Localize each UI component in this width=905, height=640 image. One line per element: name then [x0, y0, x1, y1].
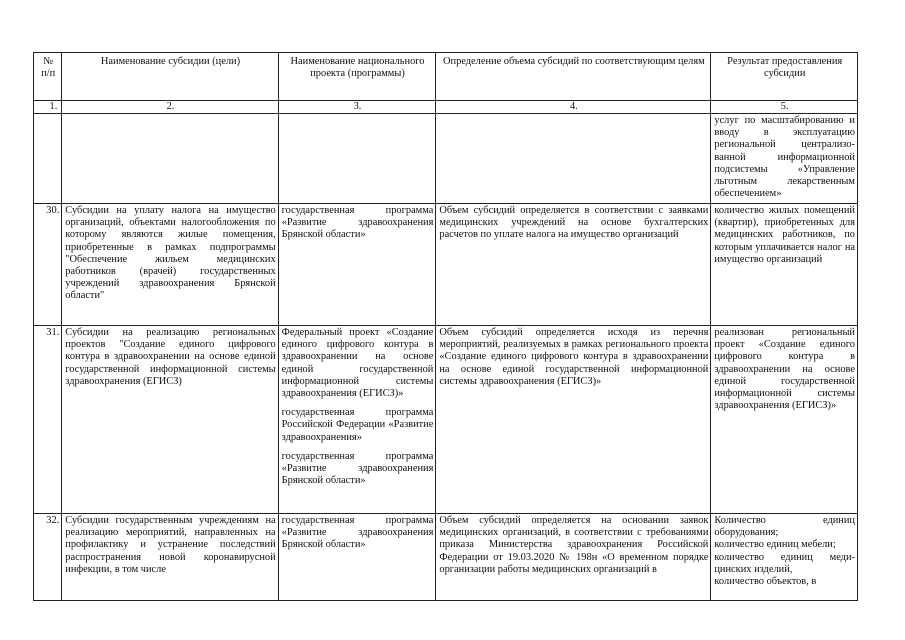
project-paragraph: государственная программа «Развитие здравоохранения Брянской области» — [281, 450, 434, 487]
cell-num: 31. — [34, 326, 62, 514]
result-line: количество единиц мебели; — [714, 539, 836, 551]
cell-definition: Объем субсидий определяется в соответствии с заявками медицинских учреждений на основе бухгалтерских расчетов по уплате налога на имущество организаций — [436, 204, 711, 326]
header-num: № п/п — [34, 53, 62, 101]
header-volume-definition: Определение объема субсидий по соответствующим целям — [436, 53, 711, 101]
subsidy-table — [33, 52, 858, 601]
cell-project: государственная программа «Развитие здравоохранения Брянской области» — [278, 514, 436, 601]
cell-subsidy: Субсидии на реализацию региональных проектов "Создание единого цифрового контура в здравоохранении на основе единой государственной информационной системы здравоохранения (ЕГИСЗ) — [62, 326, 278, 514]
col-number-1: 1. — [34, 101, 62, 114]
cell-num: 30. — [34, 204, 62, 326]
header-subsidy-name: Наименование субсидии (цели) — [62, 53, 278, 101]
result-line: количество единиц меди-цинских изделий, — [714, 551, 855, 575]
table-row-continuation — [34, 114, 858, 204]
cell-subsidy: Субсидии государственным учреждениям на реализацию мероприятий, направленных на профилактику и устранение последствий распространения новой коронавирусной инфекции, в том числе — [62, 514, 278, 601]
cell-project — [278, 326, 436, 514]
project-paragraph: Федеральный проект «Создание единого цифрового контура в здравоохранении на основе единой государственной информационной системы здравоохранения (ЕГИСЗ)» — [281, 327, 434, 400]
cell-definition — [436, 114, 711, 204]
table-row — [34, 204, 858, 326]
cell-result — [711, 514, 858, 601]
header-result: Результат предоставления субсидии — [711, 53, 858, 101]
cell-result: реализован региональный проект «Создание единого цифрового контура в здравоохранении на основе единой государственной информационной системы здравоохранения (ЕГИСЗ)» — [711, 326, 858, 514]
col-number-5: 5. — [711, 101, 858, 114]
cell-result: услуг по масштабированию и вводу в эксплуатацию региональной централизо-ванной информационной подсистемы «Управление льготным лекарственным обеспечением» — [711, 114, 858, 204]
cell-project: государственная программа «Развитие здравоохранения Брянской области» — [278, 204, 436, 326]
col-number-4: 4. — [436, 101, 711, 114]
header-project-name: Наименование национального проекта (программы) — [278, 53, 436, 101]
table-row — [34, 514, 858, 601]
cell-num: 32. — [34, 514, 62, 601]
result-line: Количество единиц оборудования; — [714, 515, 855, 539]
table-row — [34, 326, 858, 514]
project-paragraph: государственная программа Российской Федерации «Развитие здравоохранения» — [281, 407, 434, 443]
result-line: количество объектов, в — [714, 576, 817, 588]
cell-definition: Объем субсидий определяется на основании заявок медицинских организаций, в соответствии с требованиями приказа Министерства здравоохранения Российской Федерации от 19.03.2020 № 198н «О временном порядке организации работы медицинских организаций в — [436, 514, 711, 601]
cell-project — [278, 114, 436, 204]
cell-subsidy: Субсидии на уплату налога на имущество организаций, объектами налогообложения по которому являются жилые помещения, приобретенные в рамках подпрограммы "Обеспечение жильем медицинских работников (врачей) государственных учреждений здравоохранения Брянской области" — [62, 204, 278, 326]
cell-subsidy — [62, 114, 278, 204]
col-number-2: 2. — [62, 101, 278, 114]
table-header-row — [34, 53, 858, 101]
col-number-3: 3. — [278, 101, 436, 114]
column-number-row — [34, 101, 858, 114]
cell-definition: Объем субсидий определяется исходя из перечня мероприятий, реализуемых в рамках регионального проекта «Создание единого цифрового контура в здравоохранении на основе единой государственной информационной системы здравоохранения (ЕГИСЗ)» — [436, 326, 711, 514]
cell-num — [34, 114, 62, 204]
cell-result: количество жилых помещений (квартир), приобретенных для медицинских работников, по которым уплачивается налог на имущество организаций — [711, 204, 858, 326]
